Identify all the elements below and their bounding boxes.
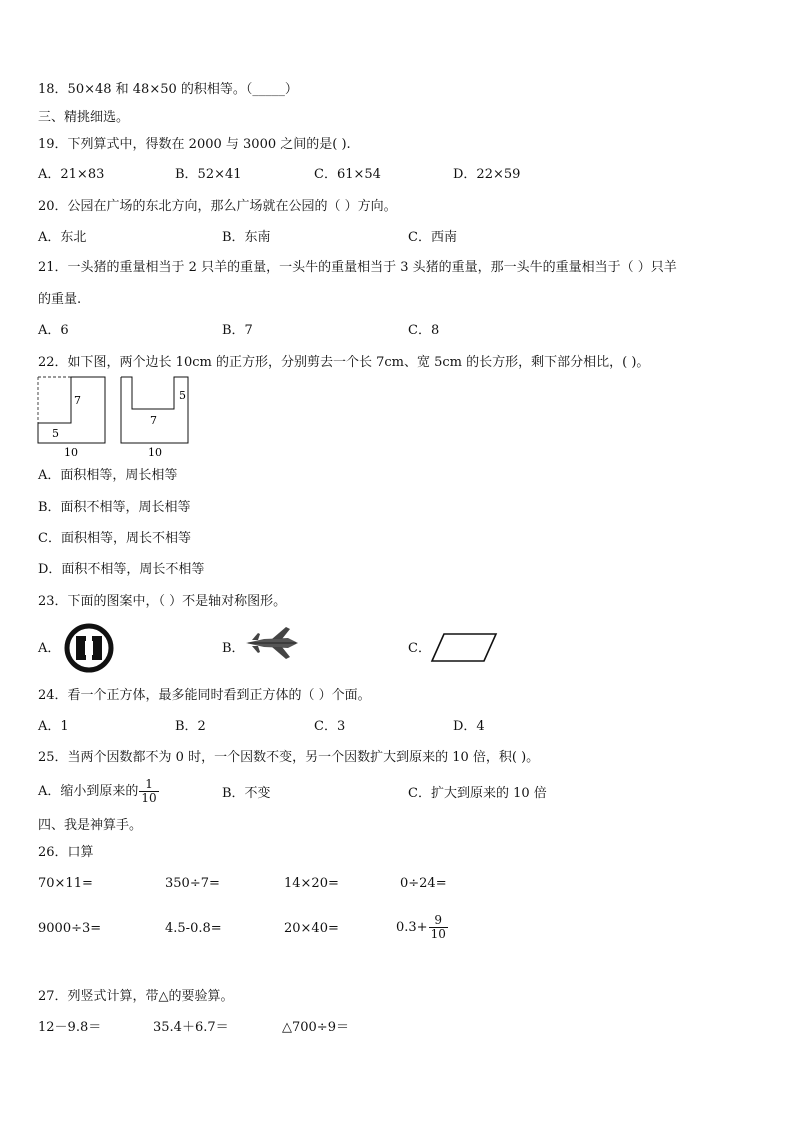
q22-right-side-label: 5 (179, 389, 186, 402)
q23-option-a: A． (38, 641, 61, 656)
q22-option-a: A．面积相等，周长相等 (38, 468, 178, 483)
q19-stem: 19．下列算式中，得数在 2000 与 3000 之间的是( ). (38, 137, 351, 152)
q19-option-a: A．21×83 (38, 167, 105, 182)
q23-stem: 23．下面的图案中，（ ）不是轴对称图形。 (38, 594, 287, 609)
q22-figure (34, 374, 204, 460)
q21-stem-line2: 的重量. (38, 292, 82, 307)
q25-stem: 25．当两个因数都不为 0 时，一个因数不变，另一个因数扩大到原来的 10 倍，积( )。 (38, 750, 540, 765)
q26-r1-c1: 70×11= (38, 876, 93, 891)
q26-r1-c3: 14×20= (284, 876, 339, 891)
q19-option-d: D．22×59 (453, 167, 521, 182)
q20-option-b: B．东南 (222, 230, 271, 245)
fraction-numerator: 9 (434, 913, 443, 927)
q22-left-side-label: 7 (74, 394, 81, 407)
q22-left-base-label: 10 (64, 446, 78, 459)
q26-r1-c2: 350÷7= (165, 876, 220, 891)
q22-stem: 22．如下图，两个边长 10cm 的正方形，分别剪去一个长 7cm、宽 5cm 的长方形，剩下部分相比，( )。 (38, 355, 650, 370)
q24-option-c: C．3 (314, 719, 346, 734)
q26-r2-c1: 9000÷3= (38, 921, 102, 936)
q21-option-b: B．7 (222, 323, 253, 338)
q22-option-b: B．面积不相等，周长相等 (38, 500, 191, 515)
q27-title: 27．列竖式计算，带△的要验算。 (38, 989, 234, 1004)
q26-r1-c4: 0÷24= (400, 876, 447, 891)
fraction-denominator: 10 (141, 791, 157, 805)
q19-option-c: C．61×54 (314, 167, 381, 182)
q23-option-b: B． (222, 641, 245, 656)
q21-option-a: A．6 (38, 323, 69, 338)
q24-stem: 24．看一个正方体，最多能同时看到正方体的（ ）个面。 (38, 688, 371, 703)
q26-r2-c4-prefix: 0.3+ (396, 920, 428, 935)
q24-option-b: B．2 (175, 719, 206, 734)
q22-option-d: D．面积不相等，周长不相等 (38, 562, 205, 577)
q20-stem: 20．公园在广场的东北方向，那么广场就在公园的（ ）方向。 (38, 199, 397, 214)
q20-option-c: C．西南 (408, 230, 457, 245)
q19-option-b: B．52×41 (175, 167, 242, 182)
q25-option-a-prefix: A．缩小到原来的 (38, 784, 139, 799)
q27-item-2: 35.4＋6.7＝ (153, 1020, 229, 1035)
fighter-jet-icon (244, 626, 300, 660)
section4-title: 四、我是神算手。 (38, 818, 143, 833)
q18-text: 18．50×48 和 48×50 的积相等。（_____） (38, 82, 298, 97)
q25-option-b: B．不变 (222, 786, 271, 801)
fraction-numerator: 1 (145, 777, 153, 791)
q26-r2-c4-fraction (429, 914, 448, 941)
q20-option-a: A．东北 (38, 230, 87, 245)
q22-left-square (38, 377, 105, 459)
fraction-denominator: 10 (430, 927, 446, 941)
section3-title: 三、精挑细选。 (38, 110, 130, 125)
q24-option-d: D．4 (453, 719, 485, 734)
q26-r2-c4 (396, 909, 448, 947)
q26-r2-c3: 20×40= (284, 921, 339, 936)
q27-item-1: 12－9.8＝ (38, 1020, 102, 1035)
q22-right-inner-label: 7 (150, 414, 157, 427)
q22-option-c: C．面积相等，周长不相等 (38, 531, 191, 546)
q22-left-bottom-label: 5 (52, 427, 59, 440)
q26-r2-c2: 4.5-0.8= (165, 921, 222, 936)
q25-option-a-fraction (139, 778, 158, 805)
bank-logo-icon (63, 622, 115, 674)
q24-option-a: A．1 (38, 719, 69, 734)
q25-option-c: C．扩大到原来的 10 倍 (408, 786, 547, 801)
q23-option-c: C． (408, 641, 431, 656)
q25-option-a (38, 776, 159, 808)
q22-right-base-label: 10 (148, 446, 162, 459)
q26-title: 26．口算 (38, 845, 94, 860)
q22-right-square (121, 377, 188, 459)
q21-stem-line1: 21．一头猪的重量相当于 2 只羊的重量，一头牛的重量相当于 3 头猪的重量，那一头牛的重量相当于（ ）只羊 (38, 260, 677, 275)
q27-item-3: △700÷9＝ (282, 1020, 349, 1035)
q21-option-c: C．8 (408, 323, 440, 338)
parallelogram-icon (430, 632, 500, 664)
